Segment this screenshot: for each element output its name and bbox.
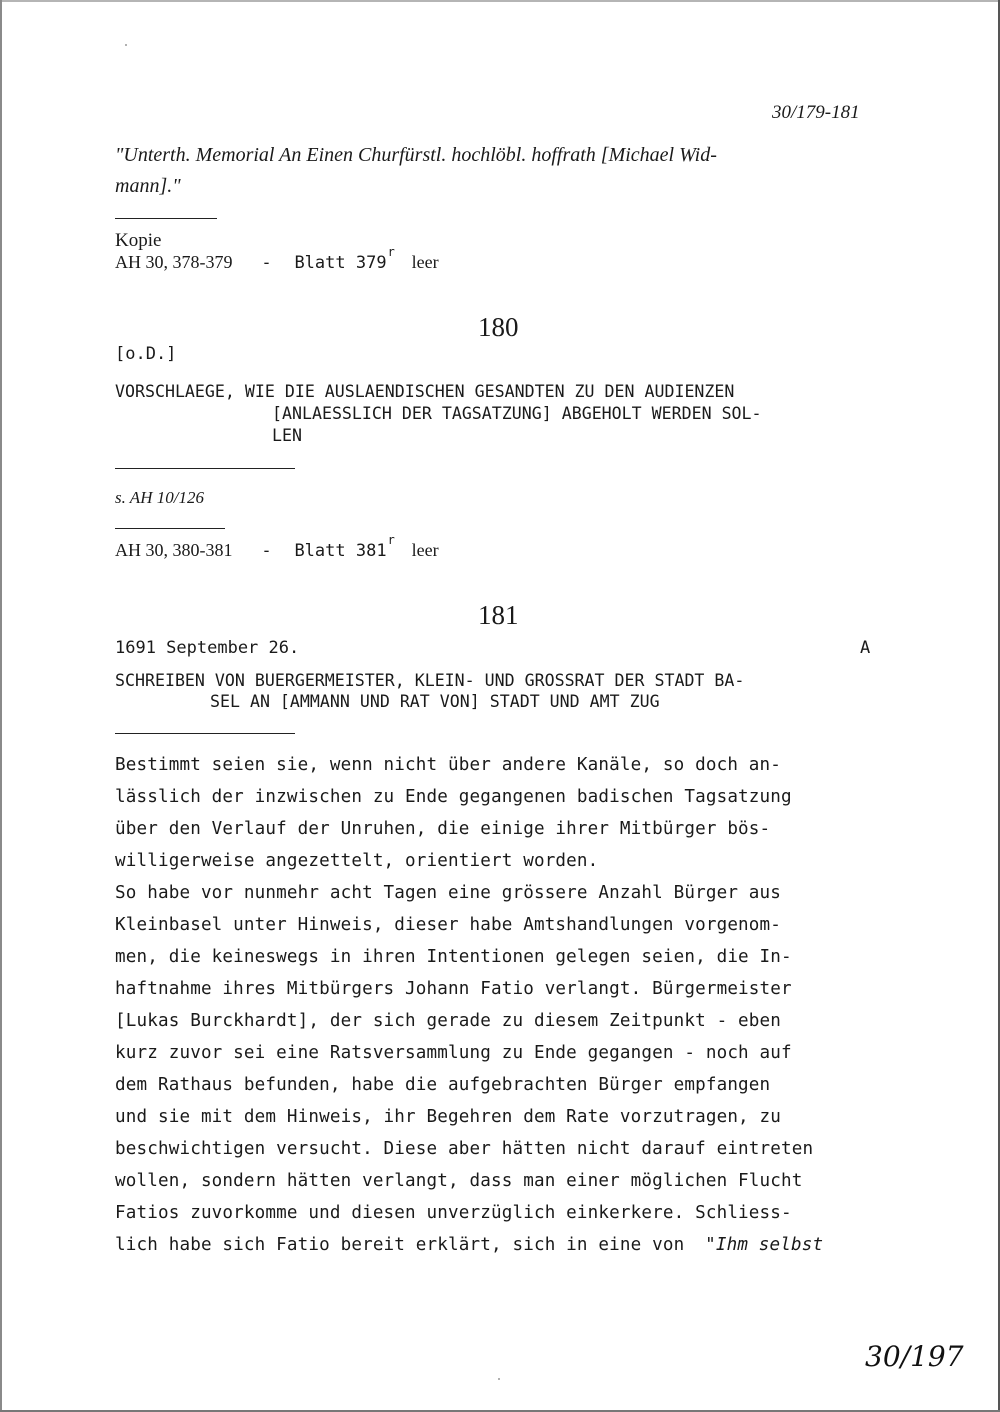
body-line: lässlich der inzwischen zu Ende gegangenen badischen Tagsatzung	[115, 787, 792, 807]
entry-180-blatt: Blatt 381	[294, 541, 387, 561]
entry-180-see: s. AH 10/126	[115, 488, 204, 507]
entry-180-source: AH 30, 380-381	[115, 540, 233, 560]
entry-180-sep: -	[261, 541, 272, 561]
handwritten-page-number: 30/197	[865, 1340, 964, 1373]
body-line: haftnahme ihres Mitbürgers Johann Fatio verlangt. Bürgermeister	[115, 979, 792, 999]
scan-edge-left	[0, 0, 2, 1412]
entry-180-title-line-3: LEN	[272, 426, 302, 445]
body-line: und sie mit dem Hinweis, ihr Begehren dem Rate vorzutragen, zu	[115, 1107, 782, 1127]
scan-speck	[498, 1378, 500, 1380]
scan-edge-top	[0, 0, 1000, 2]
body-line: kurz zuvor sei eine Ratsversammlung zu Ende gegangen - noch auf	[115, 1043, 792, 1063]
entry-179-blatt-suffix: leer	[411, 252, 439, 272]
entry-181-number: 181	[478, 600, 519, 630]
body-line-last	[115, 1235, 823, 1255]
body-line: men, die keineswegs in ihren Intentionen gelegen seien, die In-	[115, 947, 792, 967]
entry-181-letter: A	[860, 638, 871, 658]
entry-180-title-line-1: VORSCHLAEGE, WIE DIE AUSLAENDISCHEN GESANDTEN ZU DEN AUDIENZEN	[115, 382, 735, 401]
body-line: über den Verlauf der Unruhen, die einige ihrer Mitbürger bös-	[115, 819, 771, 839]
body-line: Fatios zuvorkomme und diesen unverzüglich einkerkere. Schliess-	[115, 1203, 792, 1223]
body-line: willigerweise angezettelt, orientiert worden.	[115, 851, 599, 871]
entry-179-source-line	[115, 245, 439, 273]
entry-180-date: [o.D.]	[115, 344, 177, 364]
entry-179-title-line-1: "Unterth. Memorial An Einen Churfürstl. hochlöbl. hoffrath [Michael Wid-	[115, 144, 717, 166]
body-line: wollen, sondern hätten verlangt, dass man einer möglichen Flucht	[115, 1171, 803, 1191]
body-line: beschwichtigen versucht. Diese aber hätten nicht darauf eintreten	[115, 1139, 814, 1159]
entry-179-kopie: Kopie	[115, 230, 162, 251]
entry-179-title-line-2: mann]."	[115, 175, 181, 197]
body-line: [Lukas Burckhardt], der sich gerade zu diesem Zeitpunkt - eben	[115, 1011, 782, 1031]
separator-rule	[115, 468, 295, 469]
entry-181-title-line-2: SEL AN [AMMANN UND RAT VON] STADT UND AMT ZUG	[210, 692, 660, 711]
entry-180-blatt-sup: r	[387, 533, 395, 547]
entry-179-blatt: Blatt 379	[294, 253, 387, 273]
page-reference: 30/179-181	[772, 102, 860, 123]
entry-179-sep: -	[261, 253, 272, 273]
separator-rule	[115, 528, 225, 529]
separator-rule	[115, 218, 217, 219]
entry-180-title-line-2: [ANLAESSLICH DER TAGSATZUNG] ABGEHOLT WERDEN SOL-	[272, 404, 762, 423]
body-line-last-italic: "Ihm selbst	[705, 1235, 824, 1255]
body-line: dem Rathaus befunden, habe die aufgebrachten Bürger empfangen	[115, 1075, 771, 1095]
entry-181-title-line-1: SCHREIBEN VON BUERGERMEISTER, KLEIN- UND GROSSRAT DER STADT BA-	[115, 671, 745, 690]
entry-180-source-line	[115, 533, 439, 561]
body-line: So habe vor nunmehr acht Tagen eine grössere Anzahl Bürger aus	[115, 883, 782, 903]
entry-181-date: 1691 September 26.	[115, 638, 300, 658]
entry-180-blatt-suffix: leer	[411, 540, 439, 560]
body-line: Kleinbasel unter Hinweis, dieser habe Amtshandlungen vorgenom-	[115, 915, 782, 935]
body-line: Bestimmt seien sie, wenn nicht über andere Kanäle, so doch an-	[115, 755, 782, 775]
entry-179-blatt-sup: r	[387, 245, 395, 259]
entry-179-source: AH 30, 378-379	[115, 252, 233, 272]
body-line-last-text: lich habe sich Fatio bereit erklärt, sich in eine von	[115, 1235, 685, 1255]
separator-rule	[115, 733, 295, 734]
entry-180-number: 180	[478, 312, 519, 342]
scan-speck	[125, 44, 127, 46]
